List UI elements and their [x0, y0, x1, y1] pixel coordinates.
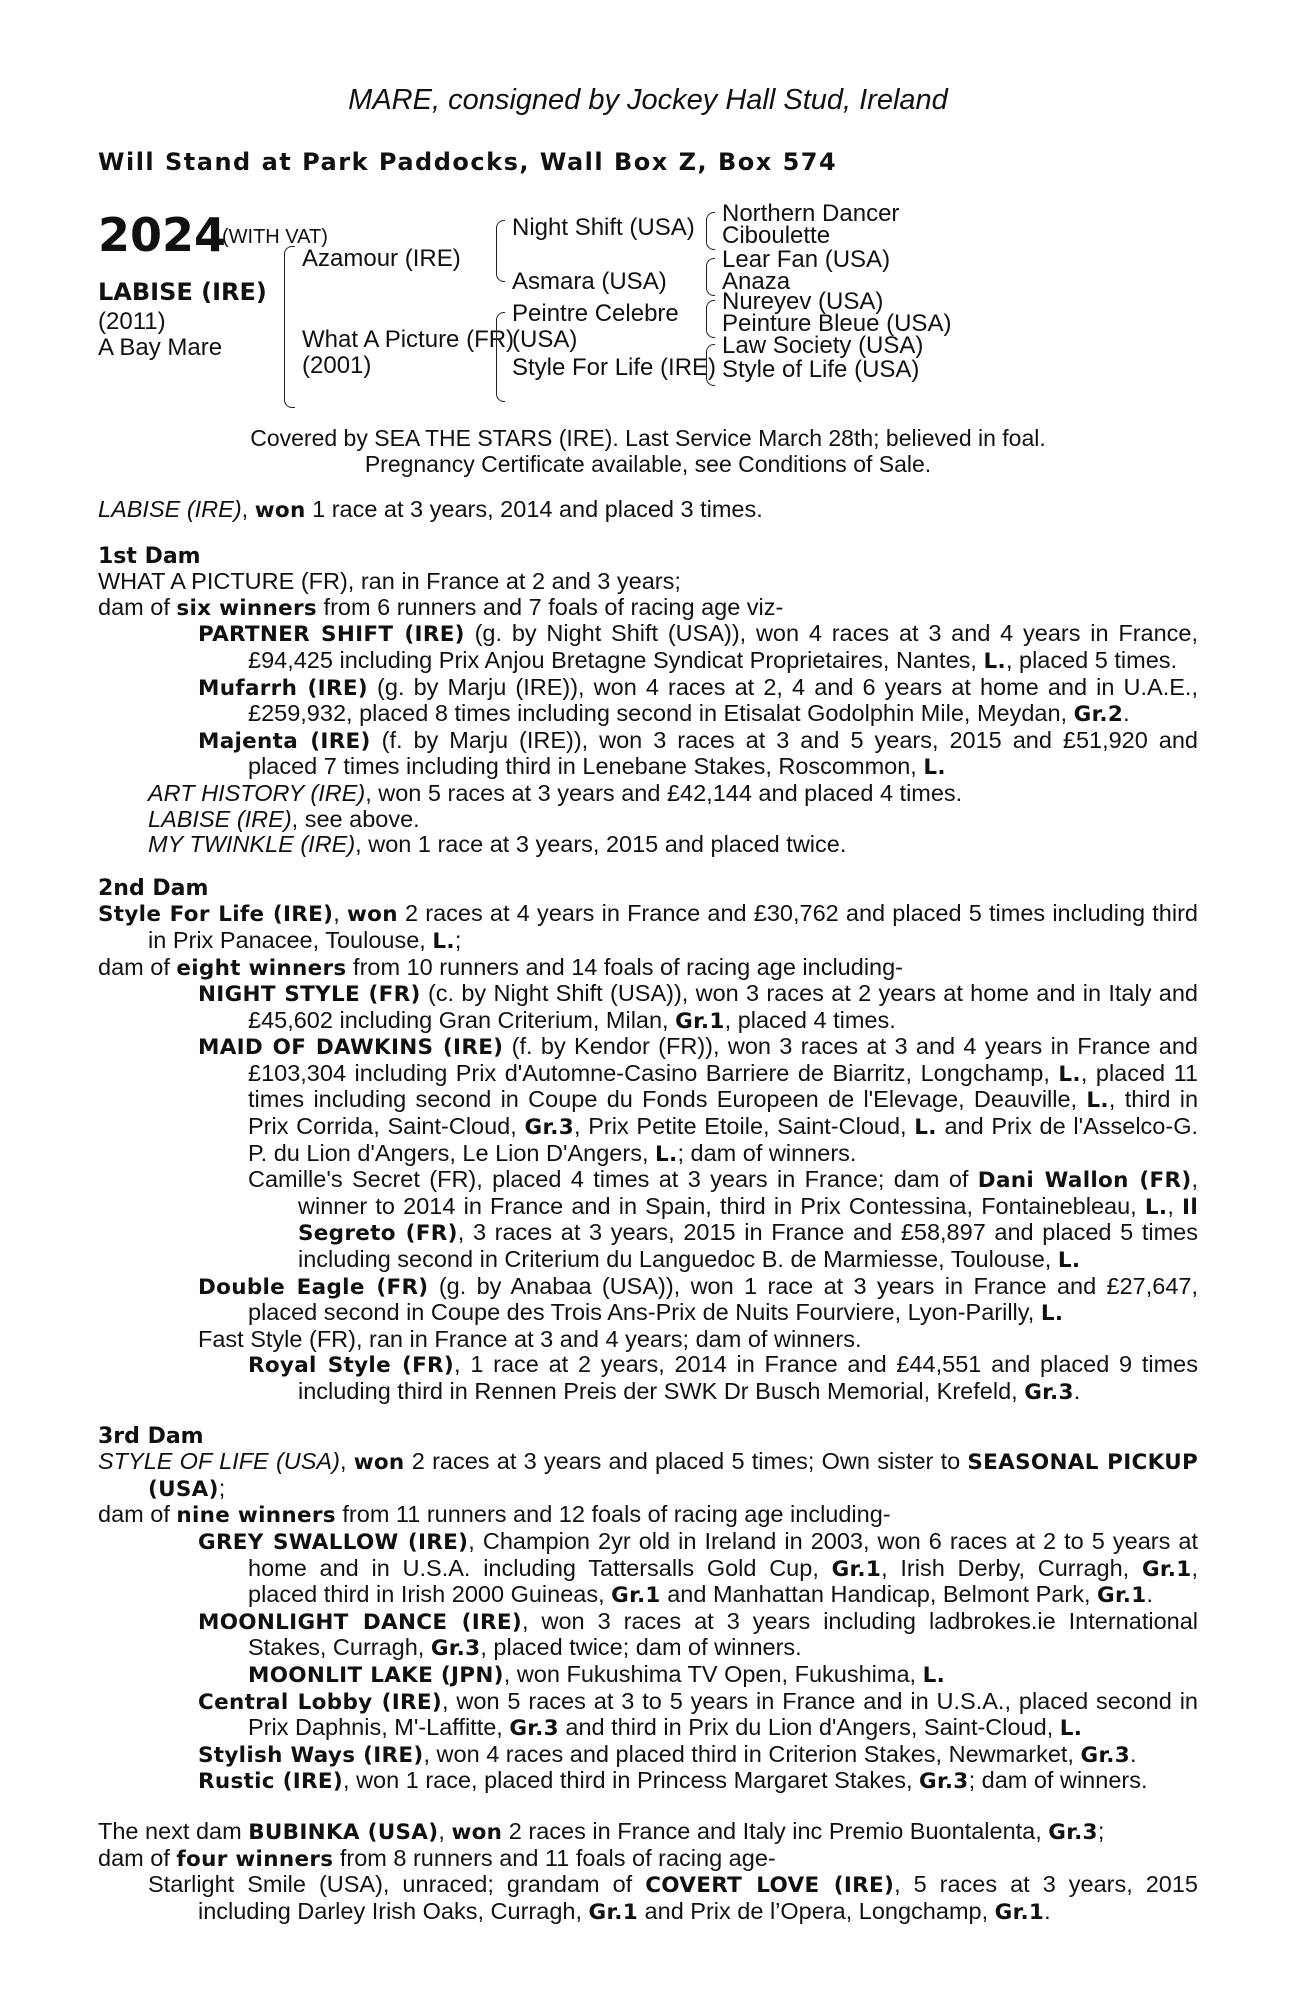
produce-entry: MY TWINKLE (IRE), won 1 race at 3 years, 2015 and placed twice. [148, 831, 847, 858]
mare-summary: LABISE (IRE), won 1 race at 3 years, 2014 and placed 3 times. [98, 496, 763, 523]
dam-sire: Peintre Celebre [512, 300, 679, 327]
produce-record [98, 497, 1198, 1925]
section-heading: 2nd Dam [98, 875, 209, 901]
gen3-7: Law Society (USA) [722, 332, 924, 359]
dam-dam: Style For Life (IRE) [512, 354, 717, 381]
foaling-year: (2011) [98, 308, 166, 335]
sire-dam: Asmara (USA) [512, 268, 667, 295]
produce-entry: Rustic (IRE), won 1 race, placed third in Princess Margaret Stakes, Gr.3; dam of winners. [198, 1767, 1148, 1795]
produce-entry: Camille's Secret (FR), placed 4 times at 3 years in France; dam of Dani Wallon (FR), winner to 2014 in France and in Spain, third in Prix Contessina, Fontainebleau, L., Il Segreto (FR), 3 races at 3 years, 2015 in France and £58,897 and placed 5 times including second in Criterium du Languedoc B. de Marmiesse, Toulouse, L. [248, 1166, 1198, 1274]
sire: Azamour (IRE) [302, 245, 461, 272]
dam-intro: WHAT A PICTURE (FR), ran in France at 2 and 3 years; [98, 568, 681, 595]
sire-sire: Night Shift (USA) [512, 214, 695, 241]
produce-entry: MOONLIGHT DANCE (IRE), won 3 races at 3 years including ladbrokes.ie International Stakes, Curragh, Gr.3, placed twice; dam of winners. [198, 1607, 1198, 1662]
pedigree-brace [706, 258, 715, 296]
produce-entry: Fast Style (FR), ran in France at 3 and 4 years; dam of winners. [198, 1325, 862, 1352]
gen3-1: Northern Dancer [722, 200, 900, 227]
section-heading: 3rd Dam [98, 1423, 204, 1449]
pedigree-table [98, 200, 1198, 425]
dam-sire-country: (USA) [512, 326, 578, 353]
pregnancy-note: Pregnancy Certificate available, see Conditions of Sale. [364, 451, 932, 477]
stand-location: Will Stand at Park Paddocks, Wall Box Z, Box 574 [98, 148, 838, 176]
produce-entry: MOONLIT LAKE (JPN), won Fukushima TV Open, Fukushima, L. [248, 1660, 946, 1688]
vat-note: (WITH VAT) [222, 226, 328, 248]
pedigree-brace [706, 212, 715, 250]
won-label: won [254, 498, 306, 523]
gen3-3: Lear Fan (USA) [722, 246, 891, 273]
pedigree-brace [496, 312, 505, 402]
gen3-2: Ciboulette [722, 222, 831, 249]
dam-of: dam of nine winners from 11 runners and 12 foals of racing age including- [98, 1501, 891, 1529]
dam-of: dam of four winners from 8 runners and 11 foals of racing age- [98, 1844, 776, 1872]
gen3-6: Peinture Bleue (USA) [722, 310, 952, 337]
produce-entry: GREY SWALLOW (IRE), Champion 2yr old in Ireland in 2003, won 6 races at 2 to 5 years at home and in U.S.A. including Tattersalls Gold Cup, Gr.1, Irish Derby, Curragh, Gr.1, placed third in Irish 2000 Guineas, Gr.1 and Manhattan Handicap, Belmont Park, Gr.1. [198, 1527, 1198, 1609]
lot-title: MARE, consigned by Jockey Hall Stud, Ireland [348, 84, 948, 116]
produce-entry: Double Eagle (FR) (g. by Anabaa (USA)), won 1 race at 3 years in France and £27,647, placed second in Coupe des Trois Ans-Prix de Nuits Fourviere, Lyon-Parilly, L. [198, 1272, 1198, 1327]
pedigree-brace [284, 246, 295, 408]
mare-name: LABISE (IRE) [98, 496, 242, 522]
dam-year: (2001) [302, 352, 372, 379]
dam-intro: STYLE OF LIFE (USA), won 2 races at 3 years and placed 5 times; Own sister to SEASONAL PICKUP (USA); [98, 1448, 1199, 1502]
gen3-8: Style of Life (USA) [722, 356, 920, 383]
gen3-5: Nureyev (USA) [722, 288, 884, 315]
gen3-4: Anaza [722, 268, 791, 295]
dam-of: dam of eight winners from 10 runners and 14 foals of racing age including- [98, 953, 904, 981]
horse-description: A Bay Mare [98, 334, 223, 361]
produce-entry: Stylish Ways (IRE), won 4 races and placed third in Criterion Stakes, Newmarket, Gr.3. [198, 1740, 1137, 1768]
dam-of: dam of six winners from 6 runners and 7 foals of racing age viz- [98, 593, 784, 621]
produce-entry: Majenta (IRE) (f. by Marju (IRE)), won 3 races at 3 and 5 years, 2015 and £51,920 and placed 7 times including third in Lenebane Stakes, Roscommon, L. [198, 726, 1198, 781]
dam: What A Picture (FR) [302, 326, 515, 353]
produce-entry: Central Lobby (IRE), won 5 races at 3 to 5 years in France and in U.S.A., placed second in Prix Daphnis, M'-Laffitte, Gr.3 and third in Prix du Lion d'Angers, Saint-Cloud, L. [198, 1687, 1198, 1742]
pedigree-brace [496, 220, 505, 282]
produce-entry: PARTNER SHIFT (IRE) (g. by Night Shift (USA)), won 4 races at 3 and 4 years in France, £94,425 including Prix Anjou Bretagne Syndicat Proprietaires, Nantes, L., placed 5 times. [198, 620, 1199, 674]
horse-name: LABISE (IRE) [98, 278, 267, 306]
produce-entry: Starlight Smile (USA), unraced; grandam of COVERT LOVE (IRE), 5 races at 3 years, 2015 including Darley Irish Oaks, Curragh, Gr.1 and Prix de l’Opera, Longchamp, Gr.1. [148, 1871, 1199, 1925]
produce-entry: MAID OF DAWKINS (IRE) (f. by Kendor (FR)), won 3 races at 3 and 4 years in France and £103,304 including Prix d'Automne-Casino Barriere de Biarritz, Longchamp, L., placed 11 times including second in Coupe du Fonds Europeen de l'Elevage, Deauville, L., third in Prix Corrida, Saint-Cloud, Gr.3, Prix Petite Etoile, Saint-Cloud, L. and Prix de l'Asselco-G. P. du Lion d'Angers, Le Lion D'Angers, L.; dam of winners. [198, 1033, 1199, 1167]
produce-entry: Mufarrh (IRE) (g. by Marju (IRE)), won 4 races at 2, 4 and 6 years at home and in U.A.E., £259,932, placed 8 times including second in Etisalat Godolphin Mile, Meydan, Gr.2. [198, 673, 1198, 728]
covering-note [98, 425, 1198, 477]
next-dam-intro: The next dam BUBINKA (USA), won 2 races in France and Italy inc Premio Buontalenta, Gr.3; [98, 1817, 1105, 1845]
covered-by: Covered by SEA THE STARS (IRE). Last Service March 28th; believed in foal. [250, 425, 1046, 451]
pedigree-brace [706, 300, 715, 338]
pedigree-brace [706, 344, 715, 386]
section-heading: 1st Dam [98, 543, 201, 569]
dam-intro: Style For Life (IRE), won 2 races at 4 years in France and £30,762 and placed 5 times including third in Prix Panacee, Toulouse, L.; [98, 900, 1198, 954]
summary-text: 1 race at 3 years, 2014 and placed 3 times. [305, 496, 763, 522]
produce-entry: LABISE (IRE), see above. [148, 805, 420, 832]
produce-entry: Royal Style (FR), 1 race at 2 years, 2014 in France and £44,551 and placed 9 times including third in Rennen Preis der SWK Dr Busch Memorial, Krefeld, Gr.3. [248, 1351, 1198, 1405]
produce-entry: ART HISTORY (IRE), won 5 races at 3 years and £42,144 and placed 4 times. [148, 779, 963, 806]
produce-entry: NIGHT STYLE (FR) (c. by Night Shift (USA)), won 3 races at 2 years at home and in Italy and £45,602 including Gran Criterium, Milan, Gr.1, placed 4 times. [198, 980, 1198, 1034]
sale-year: 2024 [98, 208, 227, 262]
